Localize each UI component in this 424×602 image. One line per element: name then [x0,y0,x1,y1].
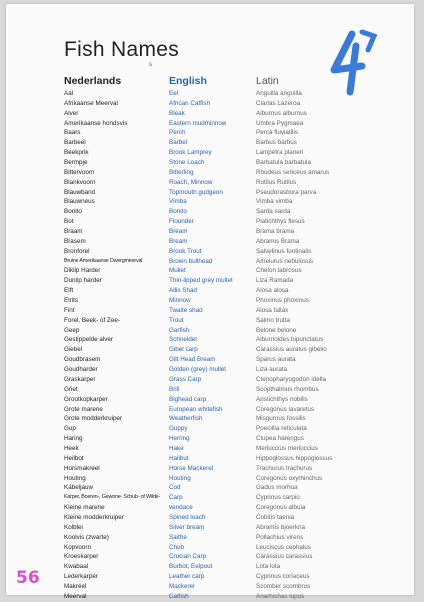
english-name: Cod [169,484,181,492]
dutch-name: Diklip Harder [64,267,101,275]
english-name: African Catfish [169,99,210,107]
english-name: Weatherfish [169,415,203,423]
latin-name: Vimba vimba [256,198,293,206]
dutch-name: Blauwneus [64,198,95,206]
english-name: Trout [169,316,184,324]
latin-name: Abramis bjoerkna [256,523,305,531]
latin-name: Gadus morhua [256,484,298,492]
english-name: Gibel carp [169,346,198,354]
dutch-name: Afrikaanse Meerval [64,99,118,107]
english-name: Bream [169,228,188,236]
latin-name: Cyprinus carpio [256,494,300,502]
dutch-name: Karper, Boeren-, Gewone- Schub- of Wilde- [64,494,161,501]
dutch-name: Dunlip harder [64,277,102,285]
english-name: Topmouth gudgeon [169,188,223,196]
latin-name: Alburnus alburnus [256,109,307,117]
english-name: Chub [169,543,185,551]
latin-name: Clupea harengus [256,435,304,443]
latin-name: Rutilus Rutilus [256,178,297,186]
dutch-name: Bot [64,218,74,226]
english-name: Brill [169,385,180,393]
latin-name: Hippoglossus hippoglossus [256,454,333,462]
english-name: Catfish [169,592,189,600]
dutch-name: Meerval [64,592,87,600]
latin-name: Misgurnus fossilis [256,415,306,423]
english-name: Twaite shad [169,306,203,314]
latin-name: Carassius carassius [256,553,313,561]
english-name: Houting [169,474,191,482]
english-name: Silver bream [169,523,205,531]
latin-name: Barbus barbus [256,139,297,147]
english-name: Bitterling [169,168,194,176]
dutch-name: Braam [64,228,83,236]
handwritten-blue-mark-icon [322,26,382,96]
english-name: Bonito [169,208,187,216]
english-name: Brown bullhead [169,257,213,265]
english-name: Schneider [169,336,198,344]
english-name: Vimba [169,198,187,206]
dutch-name: Kolblei [64,523,83,531]
dutch-name: Koolvis (zwarte) [64,533,109,541]
dutch-name: Giebel [64,346,83,354]
english-name: Horse Mackerel [169,464,214,472]
column-header-dutch: Nederlands [64,75,122,87]
page-title: Fish Names [64,38,180,61]
latin-name: Sarda sarda [256,208,291,216]
dutch-name: Graskarper [64,375,96,383]
dutch-name: Forel, Beek- of Zee- [64,316,120,324]
english-name: Guppy [169,425,188,433]
english-name: Gilt Head Bream [169,356,216,364]
english-name: Bighead carp [169,395,207,403]
english-name: Carp [169,494,183,502]
latin-name: Alburnoides bipunctatus [256,336,324,344]
english-name: Perch [169,129,186,137]
english-name: Grass Carp [169,375,202,383]
english-name: Barbel [169,139,188,147]
latin-name: Poecillia reticulata [256,425,307,433]
dutch-name: Amerikaanse hondsvis [64,119,128,127]
dutch-name: Kleine modderkruiper [64,513,124,521]
column-header-english: English [169,75,207,87]
dutch-name: Blankvoorn [64,178,96,186]
latin-name: Coregonus oxyrhinchus [256,474,323,482]
dutch-name: Geep [64,326,80,334]
latin-name: Lota lota [256,563,281,571]
latin-name: Anguilla anguilla [256,90,302,97]
dutch-name: Beekprik [64,149,89,157]
dutch-name: Bermpje [64,159,88,167]
latin-name: Platichthys flesus [256,218,305,226]
latin-name: Aristichthys nobilis [256,395,308,403]
latin-name: Ctenopharyngodon idella [256,375,327,383]
latin-name: Anarhichas lupus [256,592,305,600]
english-name: Saithe [169,533,187,541]
dutch-name: Bittervoorn [64,168,95,176]
page-number-text: 56 [16,568,40,588]
english-name: European whitefish [169,405,223,413]
dutch-name: Lederkarper [64,573,98,581]
latin-name: Perca fluviatilis [256,129,298,137]
dutch-name: Heek [64,444,79,452]
dutch-name: Gup [64,425,76,433]
english-name: Stone Loach [169,159,205,167]
latin-name: Pollachius virens [256,533,304,541]
dutch-name: Grote marene [64,405,103,413]
english-name: Roach, Minnow [169,178,213,186]
english-name: Bream [169,237,188,245]
dutch-name: Horsmakreel [64,464,100,472]
dutch-name: Houting [64,474,86,482]
latin-name: Liza aurata [256,366,288,374]
english-name: Halibut [169,454,189,462]
dutch-name: Grote modderkruiper [64,415,123,423]
dutch-name: Blauwband [64,188,96,196]
latin-name: Brama brama [256,228,295,236]
latin-name: Abramis Brama [256,237,300,245]
latin-name: Clarias Lazeroa [256,99,301,107]
dutch-name: Alver [64,109,79,117]
latin-name: Alosa fallax [256,306,289,314]
latin-name: Cobitis taenia [256,513,295,521]
latin-name: Rhodeus sericeus amarus [256,168,330,176]
latin-name: Coregonus lavaretus [256,405,315,413]
english-name: Hake [169,444,184,452]
dutch-name: Kopvoorn [64,543,91,551]
dutch-name: Kabeljauw [64,484,94,492]
small-blue-mark: s [149,62,152,68]
latin-name: Liza Ramada [256,277,294,285]
english-names-column [169,89,233,602]
dutch-name: Haring [64,435,83,443]
dutch-name: Griet [64,385,78,393]
dutch-name: Bruine Amerikaanse Dwergmeerval [64,257,143,264]
english-name: Burbot, Eelpout [169,563,213,571]
dutch-name: Fint [64,306,75,314]
latin-name: Salmo trutta [256,316,290,324]
latin-name: Barbatula barbatula [256,159,311,167]
dutch-names-column [64,89,160,602]
english-name: Allis Shad [169,287,198,295]
english-name: Mullet [169,267,186,275]
dutch-name: Goudharder [64,366,98,374]
dutch-name: Aal [64,90,74,97]
english-name: Spined loach [169,513,206,521]
latin-name: Salvelinus fontinalis [256,247,312,255]
latin-name: Lampetra planeri [256,149,304,157]
english-name: Herring [169,435,190,443]
dutch-name: Elft [64,287,74,295]
dutch-name: Kwabaal [64,563,89,571]
dutch-name: Baars [64,129,81,137]
latin-names-column [256,89,332,602]
english-name: Eel [169,90,179,97]
english-name: Bleak [169,109,185,117]
latin-name: Umbra Pygmaea [256,119,304,127]
latin-name: Ameiurus nebulosus [256,257,314,265]
dutch-name: Barbeel [64,139,86,147]
latin-name: Sparus aurata [256,356,296,364]
latin-name: Coregonus albula [256,504,306,512]
latin-name: Leuciscus cephalus [256,543,311,551]
english-name: Leather carp [169,573,205,581]
dutch-name: Kroeskarper [64,553,99,561]
dutch-name: Goudbrasem [64,356,101,364]
english-name: Eastern mudminnow [169,119,227,127]
english-name: Brook Lamprey [169,149,212,157]
english-name: Thin-lipped grey mullet [169,277,233,285]
latin-name: Pseudorasbora parva [256,188,317,196]
latin-name: Cyprinus coriaceus [256,573,310,581]
english-name: vendace [169,504,193,512]
english-name: Flounder [169,218,194,226]
latin-name: Phoxinus phoxinus [256,297,309,305]
dutch-name: Kleine marene [64,504,105,512]
latin-name: Alosa alosa [256,287,289,295]
latin-name: Merluccius merluccius [256,444,318,452]
english-name: Mackerel [169,582,195,590]
dutch-name: Gestippelde alver [64,336,114,344]
dutch-name: Makreel [64,582,87,590]
document-page [6,4,414,600]
dutch-name: Heilbot [64,454,84,462]
dutch-name: Bronforel [64,247,90,255]
english-name: Brook Trout [169,247,202,255]
english-name: Golden (grey) mullet [169,366,227,374]
english-name: Crucian Carp [169,553,207,561]
dutch-name: Elrits [64,297,78,305]
latin-name: Scopthalmus rhombus [256,385,319,393]
dutch-name: Brasem [64,237,86,245]
latin-name: Trachurus trachurus [256,464,313,472]
latin-name: Carassius auratus gibelio [256,346,327,354]
column-header-latin: Latin [256,75,279,87]
english-name: Garfish [169,326,190,334]
latin-name: Belone belone [256,326,297,334]
dutch-name: Grootkopkarper [64,395,108,403]
handwritten-page-number [14,564,44,588]
latin-name: Scomber scombrus [256,582,311,590]
dutch-name: Bonito [64,208,82,216]
english-name: Minnow [169,297,191,305]
latin-name: Chelon labrosus [256,267,302,275]
